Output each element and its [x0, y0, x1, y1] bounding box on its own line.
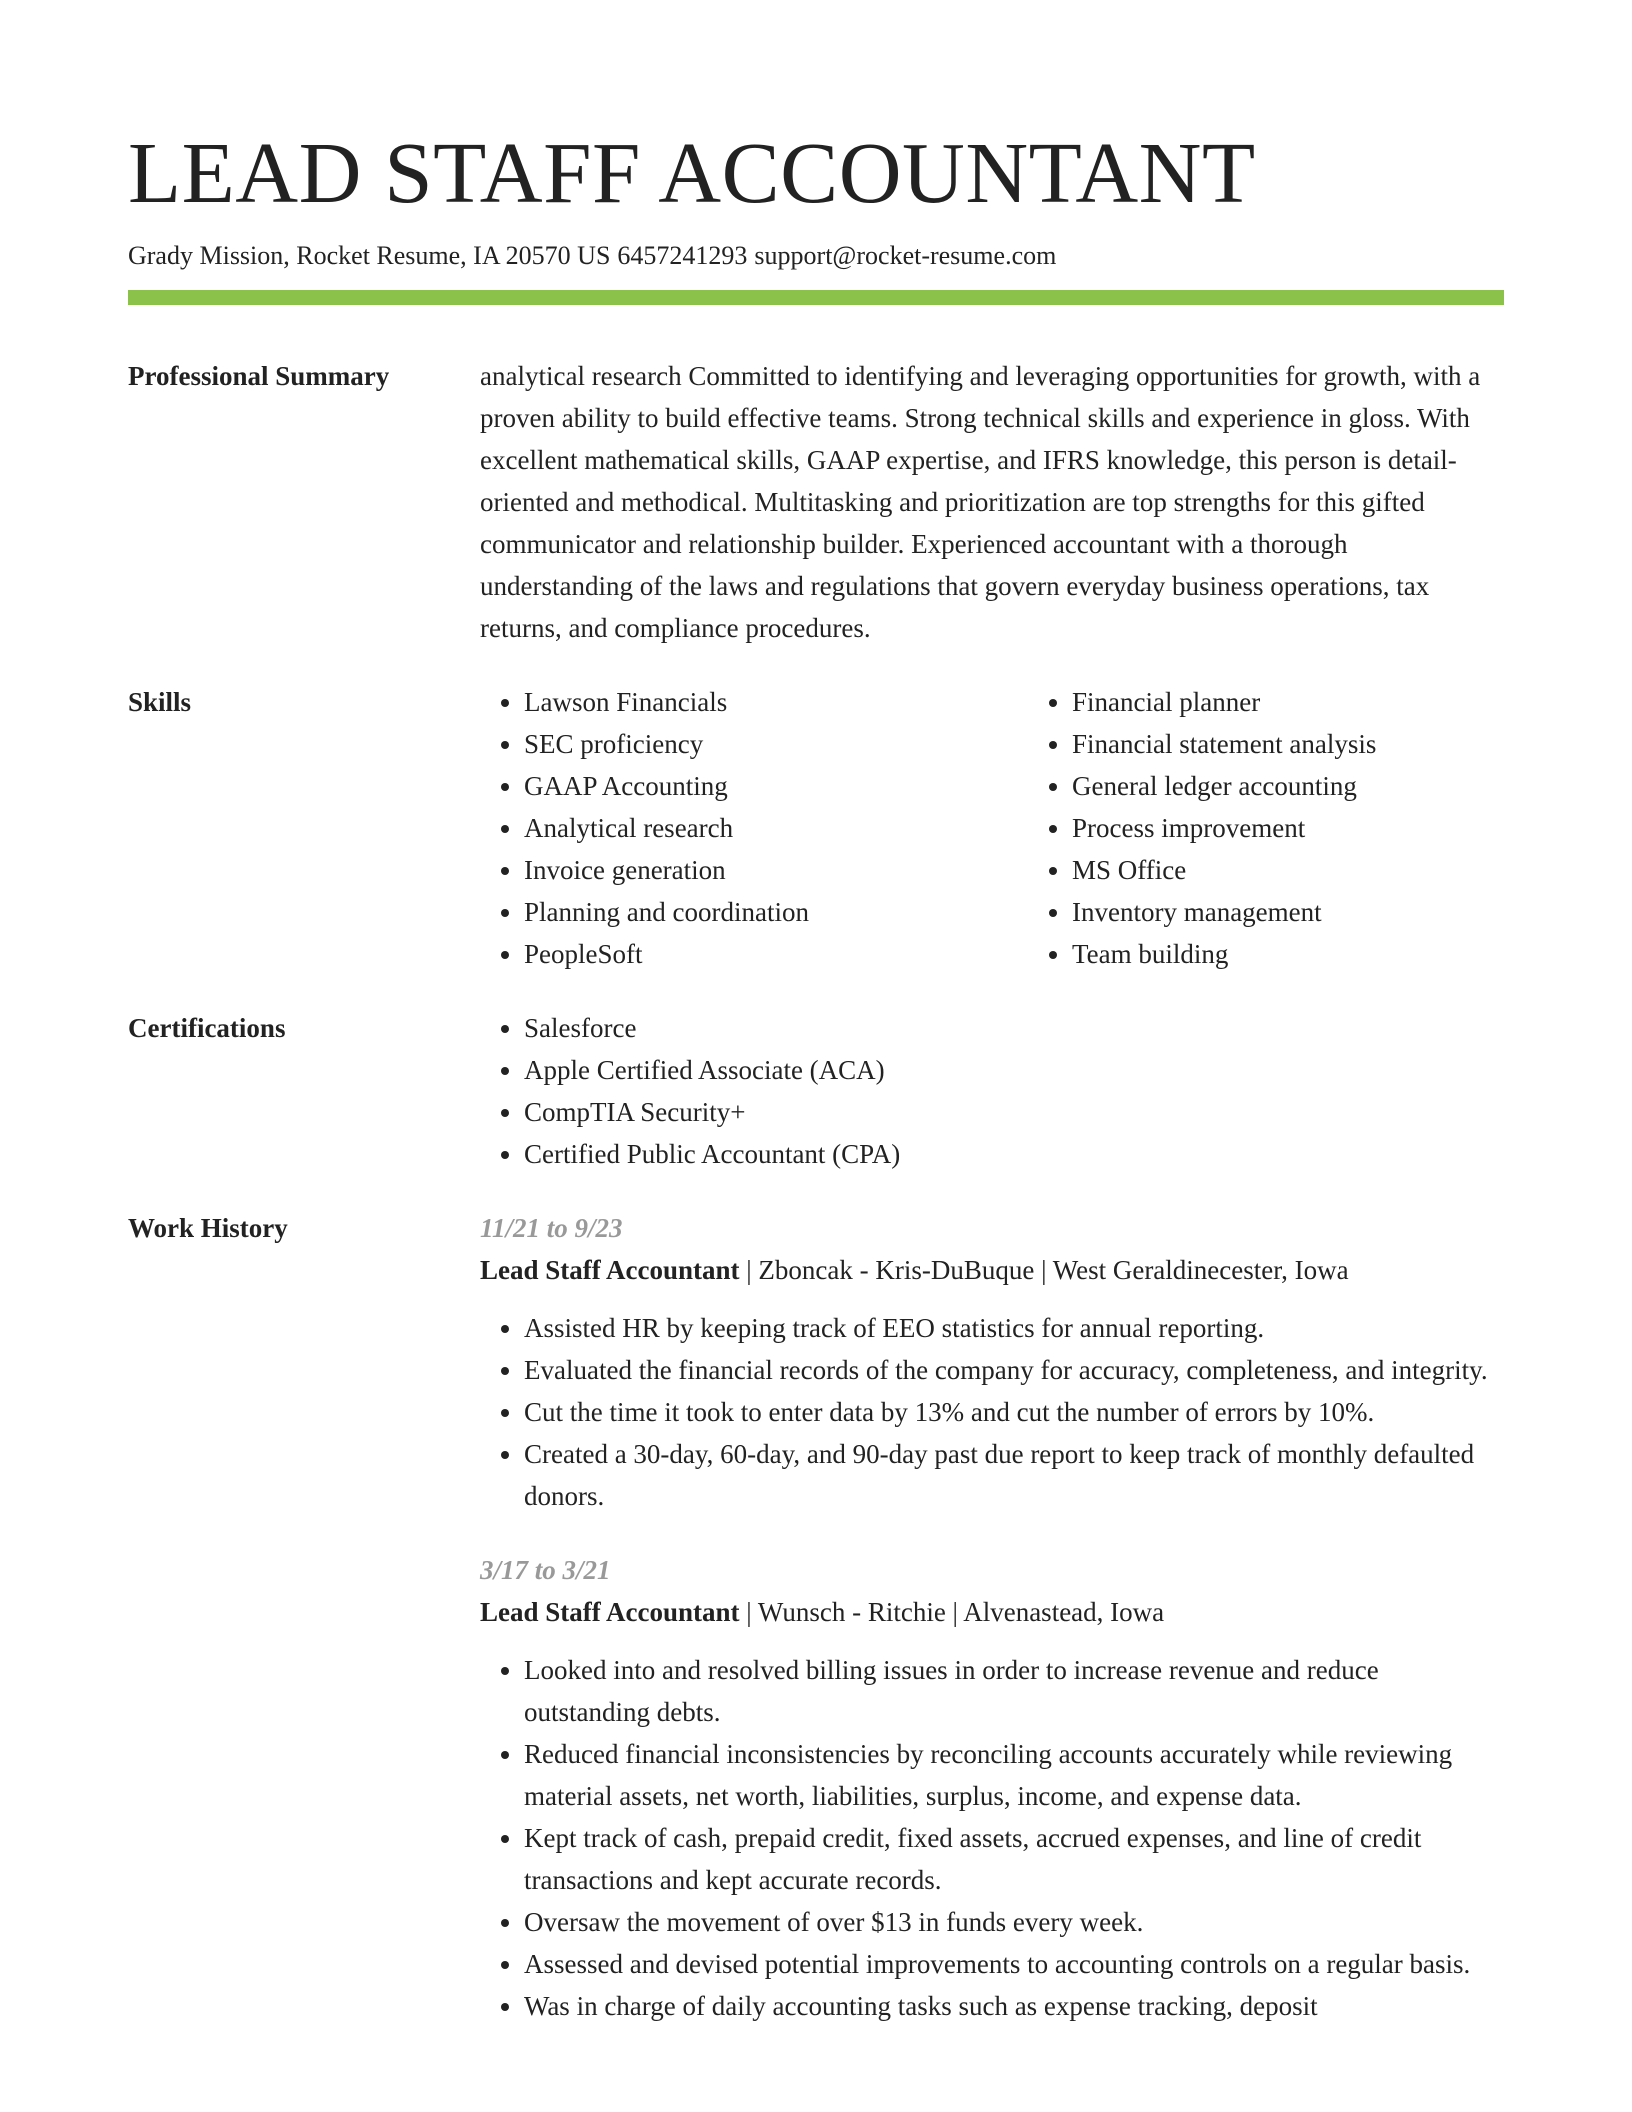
skill-item: • Team building	[1072, 933, 1504, 975]
certifications-section	[128, 1007, 1504, 1175]
summary-section	[128, 355, 1504, 649]
contact-address: Grady Mission, Rocket Resume, IA 20570 US	[128, 241, 611, 270]
certification-item: • CompTIA Security+	[524, 1091, 1504, 1133]
job-heading	[480, 1249, 1504, 1291]
job-entry	[480, 1207, 1504, 1517]
job-dates: 3/17 to 3/21	[480, 1555, 611, 1585]
certification-item: • Salesforce	[524, 1007, 1504, 1049]
certifications-list	[480, 1007, 1504, 1175]
skill-item: • Invoice generation	[524, 849, 1028, 891]
certification-item: • Certified Public Accountant (CPA)	[524, 1133, 1504, 1175]
skills-section	[128, 681, 1504, 975]
work-history-section	[128, 1207, 1504, 2027]
skill-item: • PeopleSoft	[524, 933, 1028, 975]
contact-phone: 6457241293	[617, 241, 748, 270]
job-bullet: • Evaluated the financial records of the company for accuracy, completeness, and integrity.	[524, 1349, 1504, 1391]
job-bullet: • Reduced financial inconsistencies by reconciling accounts accurately while reviewing material assets, net worth, liabilities, surplus, income, and expense data.	[524, 1733, 1504, 1817]
job-bullet: • Was in charge of daily accounting tasks such as expense tracking, deposit	[524, 1985, 1504, 2027]
skill-item: • Process improvement	[1072, 807, 1504, 849]
job-bullet: • Looked into and resolved billing issues in order to increase revenue and reduce outstanding debts.	[524, 1649, 1504, 1733]
skill-item: • Inventory management	[1072, 891, 1504, 933]
skill-item: • Financial statement analysis	[1072, 723, 1504, 765]
job-bullet: • Created a 30-day, 60-day, and 90-day past due report to keep track of monthly defaulted donors.	[524, 1433, 1504, 1517]
job-entry	[480, 1549, 1504, 2027]
work-history-heading: Work History	[128, 1213, 288, 1243]
skill-item: • MS Office	[1072, 849, 1504, 891]
summary-heading: Professional Summary	[128, 361, 390, 391]
contact-email: support@rocket-resume.com	[754, 241, 1057, 270]
job-details: | Zboncak - Kris-DuBuque | West Geraldinecester, Iowa	[746, 1255, 1349, 1285]
job-bullet: • Oversaw the movement of over $13 in funds every week.	[524, 1901, 1504, 1943]
skills-list-right	[1028, 681, 1504, 975]
job-details: | Wunsch - Ritchie | Alvenastead, Iowa	[746, 1597, 1165, 1627]
job-dates: 11/21 to 9/23	[480, 1213, 623, 1243]
skill-item: • Financial planner	[1072, 681, 1504, 723]
skill-item: • Analytical research	[524, 807, 1028, 849]
skill-item: • SEC proficiency	[524, 723, 1028, 765]
job-title: Lead Staff Accountant	[480, 1597, 740, 1627]
job-bullet: • Kept track of cash, prepaid credit, fixed assets, accrued expenses, and line of credit transactions and kept accurate records.	[524, 1817, 1504, 1901]
skills-list-left	[480, 681, 1028, 975]
job-bullet: • Assessed and devised potential improvements to accounting controls on a regular basis.	[524, 1943, 1504, 1985]
job-title: Lead Staff Accountant	[480, 1255, 740, 1285]
job-bullets	[480, 1649, 1504, 2027]
certifications-heading: Certifications	[128, 1013, 286, 1043]
job-bullet: • Cut the time it took to enter data by 13% and cut the number of errors by 10%.	[524, 1391, 1504, 1433]
skill-item: • GAAP Accounting	[524, 765, 1028, 807]
job-bullets	[480, 1307, 1504, 1517]
skill-item: • Lawson Financials	[524, 681, 1028, 723]
contact-line	[128, 238, 1504, 274]
resume-name: LEAD STAFF ACCOUNTANT	[128, 124, 1256, 221]
certification-item: • Apple Certified Associate (ACA)	[524, 1049, 1504, 1091]
skill-item: • Planning and coordination	[524, 891, 1028, 933]
header-divider	[128, 290, 1504, 305]
skills-heading: Skills	[128, 687, 192, 717]
skill-item: • General ledger accounting	[1072, 765, 1504, 807]
job-bullet: • Assisted HR by keeping track of EEO statistics for annual reporting.	[524, 1307, 1504, 1349]
job-heading	[480, 1591, 1504, 1633]
summary-text: analytical research Committed to identifying and leveraging opportunities for growth, with a proven ability to build effective teams. Strong technical skills and experience in gloss. With excellent mathematical skills, GAAP expertise, and IFRS knowledge, this person is detail-oriented and methodical. Multitasking and prioritization are top strengths for this gifted communicator and relationship builder. Experienced accountant with a thorough understanding of the laws and regulations that govern everyday business operations, tax returns, and compliance procedures.	[480, 361, 1481, 643]
resume-page	[128, 0, 1504, 2027]
